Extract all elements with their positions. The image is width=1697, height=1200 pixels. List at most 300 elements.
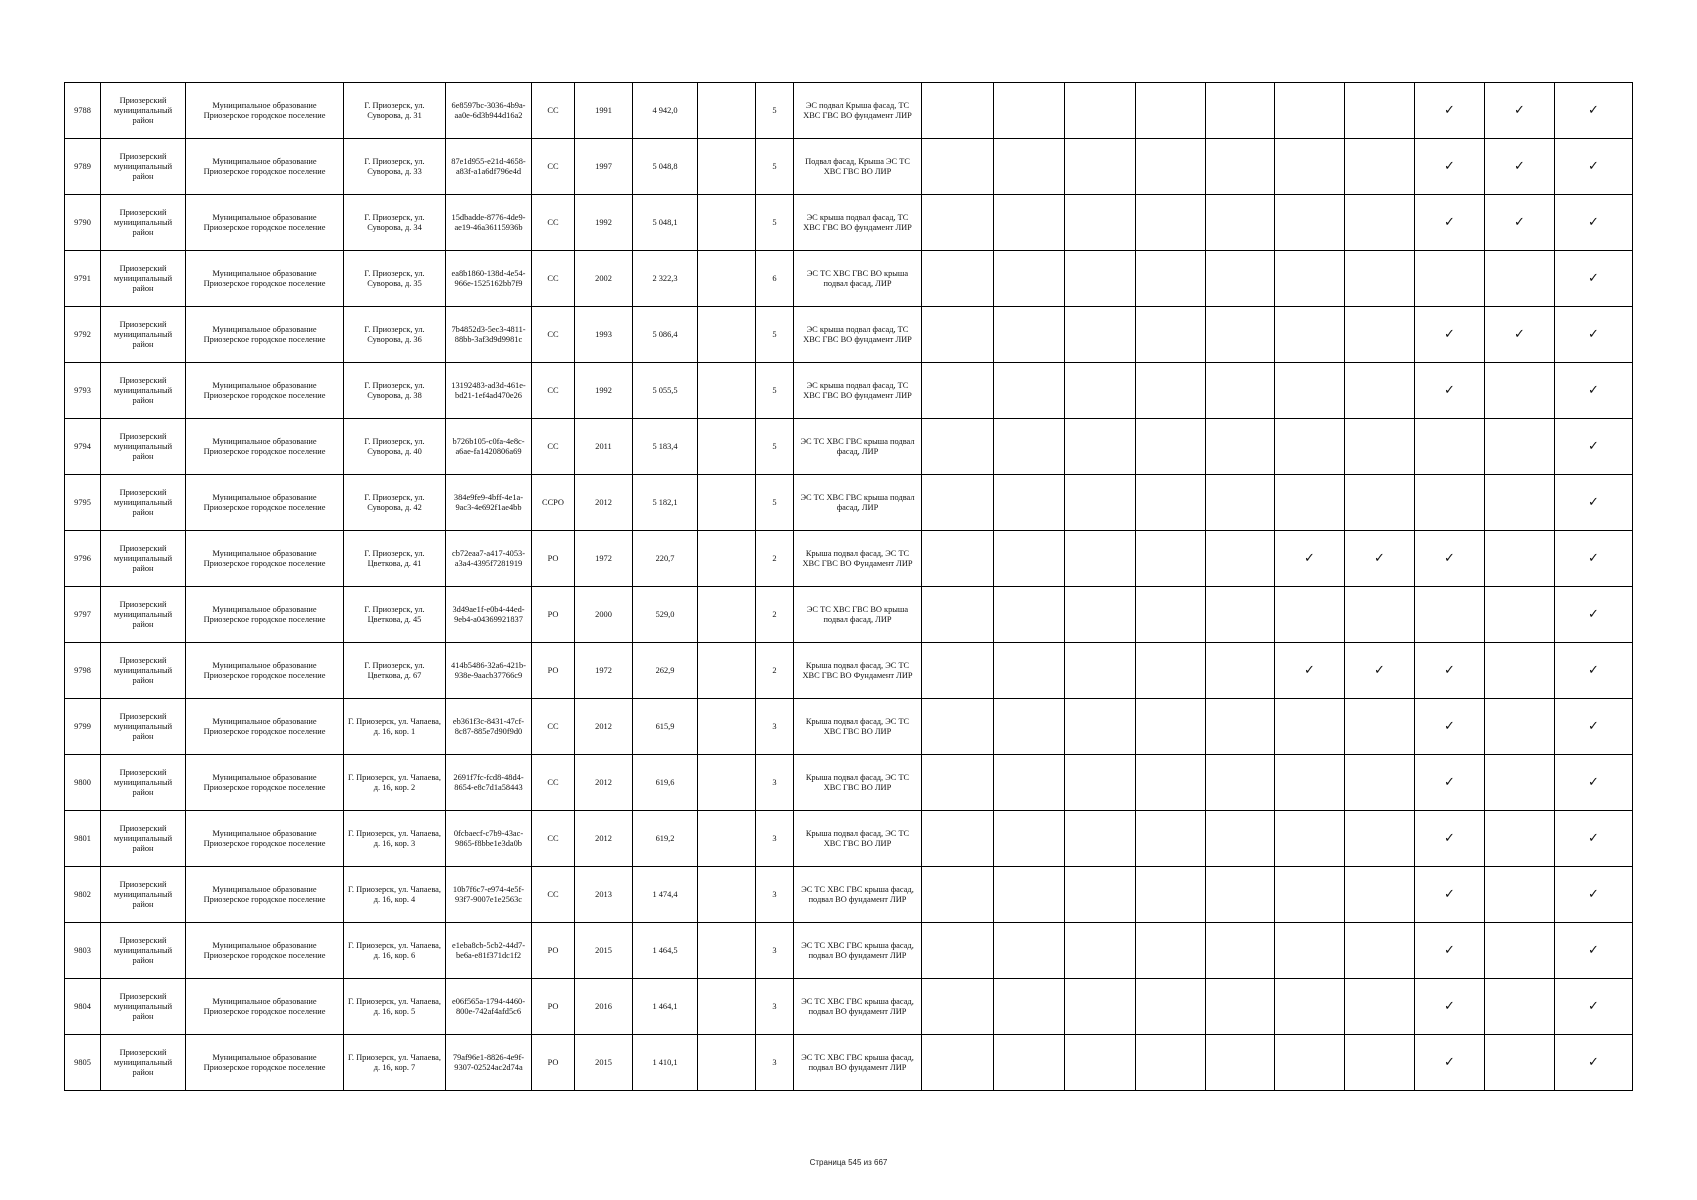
work-mark-cell [1065, 475, 1136, 531]
guid-cell: b726b105-c0fa-4e8c-a6ae-fa1420806a69 [446, 419, 532, 475]
work-mark-cell [1275, 643, 1345, 699]
wall-material-cell: СС [532, 699, 575, 755]
checkmark-icon: ✓ [1304, 662, 1315, 678]
work-mark-cell [1415, 251, 1485, 307]
work-mark-cell [922, 923, 994, 979]
checkmark-icon: ✓ [1444, 830, 1455, 846]
guid-cell: 7b4852d3-5ec3-4811-88bb-3af3d9d9981c [446, 307, 532, 363]
work-mark-cell [1136, 531, 1206, 587]
year-cell: 1997 [575, 139, 633, 195]
checkmark-icon: ✓ [1588, 270, 1599, 286]
municipality-cell: Муниципальное образование Приозерское городское поселение [186, 475, 344, 531]
work-mark-cell [994, 755, 1065, 811]
guid-cell: 414b5486-32a6-421b-938e-9aacb37766c9 [446, 643, 532, 699]
checkmark-icon: ✓ [1588, 1054, 1599, 1070]
address-cell: Г. Приозерск, ул. Чапаева, д. 16, кор. 6 [344, 923, 446, 979]
work-mark-cell [1485, 923, 1555, 979]
work-mark-cell [1206, 587, 1275, 643]
wall-material-cell: РО [532, 979, 575, 1035]
address-cell: Г. Приозерск, ул. Цветкова, д. 45 [344, 587, 446, 643]
address-cell: Г. Приозерск, ул. Суворова, д. 38 [344, 363, 446, 419]
work-mark-cell [1065, 867, 1136, 923]
checkmark-icon: ✓ [1588, 382, 1599, 398]
work-mark-cell [922, 475, 994, 531]
district-cell: Приозерский муниципальный район [101, 867, 186, 923]
checkmark-icon: ✓ [1588, 102, 1599, 118]
work-mark-cell [1206, 643, 1275, 699]
work-mark-cell [1065, 755, 1136, 811]
floors-cell: 5 [756, 363, 794, 419]
area-cell: 5 182,1 [633, 475, 698, 531]
work-mark-cell [1485, 307, 1555, 363]
floors-cell: 3 [756, 811, 794, 867]
empty-cell [698, 251, 756, 307]
page-number: Страница 545 из 667 [809, 1158, 888, 1167]
floors-cell: 3 [756, 755, 794, 811]
area-cell: 529,0 [633, 587, 698, 643]
table-row [65, 531, 1633, 587]
work-mark-cell [994, 475, 1065, 531]
work-mark-cell [1555, 811, 1633, 867]
wall-material-cell: РО [532, 923, 575, 979]
district-cell: Приозерский муниципальный район [101, 419, 186, 475]
checkmark-icon: ✓ [1588, 214, 1599, 230]
floors-cell: 5 [756, 139, 794, 195]
works-list-cell: ЭС подвал Крыша фасад, ТС ХВС ГВС ВО фундамент ЛИР [794, 83, 922, 139]
work-mark-cell [1485, 139, 1555, 195]
work-mark-cell [1206, 195, 1275, 251]
table-row [65, 419, 1633, 475]
checkmark-icon: ✓ [1588, 438, 1599, 454]
checkmark-icon: ✓ [1304, 550, 1315, 566]
work-mark-cell [1136, 923, 1206, 979]
floors-cell: 5 [756, 419, 794, 475]
district-cell: Приозерский муниципальный район [101, 643, 186, 699]
municipality-cell: Муниципальное образование Приозерское городское поселение [186, 195, 344, 251]
district-cell: Приозерский муниципальный район [101, 699, 186, 755]
work-mark-cell [1555, 307, 1633, 363]
empty-cell [698, 811, 756, 867]
work-mark-cell [922, 531, 994, 587]
municipality-cell: Муниципальное образование Приозерское городское поселение [186, 139, 344, 195]
work-mark-cell [1345, 1035, 1415, 1091]
work-mark-cell [1555, 531, 1633, 587]
year-cell: 1972 [575, 531, 633, 587]
checkmark-icon: ✓ [1444, 942, 1455, 958]
checkmark-icon: ✓ [1588, 662, 1599, 678]
checkmark-icon: ✓ [1374, 550, 1385, 566]
empty-cell [698, 699, 756, 755]
work-mark-cell [1345, 811, 1415, 867]
district-cell: Приозерский муниципальный район [101, 139, 186, 195]
work-mark-cell [1415, 699, 1485, 755]
work-mark-cell [1485, 195, 1555, 251]
work-mark-cell [1555, 251, 1633, 307]
checkmark-icon: ✓ [1444, 774, 1455, 790]
empty-cell [698, 139, 756, 195]
table-row [65, 699, 1633, 755]
work-mark-cell [1136, 195, 1206, 251]
work-mark-cell [922, 1035, 994, 1091]
district-cell: Приозерский муниципальный район [101, 195, 186, 251]
work-mark-cell [1415, 755, 1485, 811]
area-cell: 615,9 [633, 699, 698, 755]
empty-cell [698, 531, 756, 587]
works-list-cell: ЭС ТС ХВС ГВС крыша подвал фасад, ЛИР [794, 475, 922, 531]
work-mark-cell [1136, 1035, 1206, 1091]
work-mark-cell [1065, 923, 1136, 979]
year-cell: 2016 [575, 979, 633, 1035]
wall-material-cell: РО [532, 587, 575, 643]
municipality-cell: Муниципальное образование Приозерское городское поселение [186, 587, 344, 643]
wall-material-cell: СС [532, 251, 575, 307]
work-mark-cell [922, 643, 994, 699]
empty-cell [698, 587, 756, 643]
work-mark-cell [994, 307, 1065, 363]
guid-cell: 15dbadde-8776-4de9-ae19-46a36115936b [446, 195, 532, 251]
work-mark-cell [922, 195, 994, 251]
work-mark-cell [1415, 923, 1485, 979]
housing-register-table [64, 82, 1633, 1091]
year-cell: 2012 [575, 755, 633, 811]
work-mark-cell [1136, 251, 1206, 307]
district-cell: Приозерский муниципальный район [101, 755, 186, 811]
checkmark-icon: ✓ [1588, 606, 1599, 622]
work-mark-cell [994, 251, 1065, 307]
work-mark-cell [994, 195, 1065, 251]
work-mark-cell [1065, 587, 1136, 643]
work-mark-cell [922, 139, 994, 195]
table-row [65, 587, 1633, 643]
guid-cell: 79af96e1-8826-4e9f-9307-02524ac2d74a [446, 1035, 532, 1091]
floors-cell: 3 [756, 979, 794, 1035]
work-mark-cell [1415, 419, 1485, 475]
work-mark-cell [1485, 251, 1555, 307]
work-mark-cell [1065, 1035, 1136, 1091]
work-mark-cell [994, 979, 1065, 1035]
empty-cell [698, 867, 756, 923]
year-cell: 2012 [575, 475, 633, 531]
area-cell: 619,2 [633, 811, 698, 867]
empty-cell [698, 363, 756, 419]
empty-cell [698, 195, 756, 251]
work-mark-cell [994, 419, 1065, 475]
district-cell: Приозерский муниципальный район [101, 811, 186, 867]
work-mark-cell [1065, 643, 1136, 699]
area-cell: 4 942,0 [633, 83, 698, 139]
table-body [65, 83, 1633, 1091]
work-mark-cell [1555, 1035, 1633, 1091]
work-mark-cell [994, 83, 1065, 139]
year-cell: 2015 [575, 1035, 633, 1091]
floors-cell: 5 [756, 307, 794, 363]
works-list-cell: ЭС крыша подвал фасад, ТС ХВС ГВС ВО фундамент ЛИР [794, 195, 922, 251]
works-list-cell: Крыша подвал фасад, ЭС ТС ХВС ГВС ВО ЛИР [794, 755, 922, 811]
wall-material-cell: СС [532, 811, 575, 867]
work-mark-cell [1555, 587, 1633, 643]
work-mark-cell [1485, 643, 1555, 699]
row-number: 9800 [65, 755, 101, 811]
year-cell: 1992 [575, 363, 633, 419]
checkmark-icon: ✓ [1444, 662, 1455, 678]
work-mark-cell [1065, 363, 1136, 419]
work-mark-cell [922, 699, 994, 755]
work-mark-cell [1345, 755, 1415, 811]
work-mark-cell [1136, 979, 1206, 1035]
work-mark-cell [1136, 643, 1206, 699]
year-cell: 2012 [575, 699, 633, 755]
checkmark-icon: ✓ [1444, 102, 1455, 118]
work-mark-cell [1415, 83, 1485, 139]
work-mark-cell [1415, 1035, 1485, 1091]
row-number: 9797 [65, 587, 101, 643]
empty-cell [698, 475, 756, 531]
work-mark-cell [994, 867, 1065, 923]
work-mark-cell [1275, 1035, 1345, 1091]
work-mark-cell [922, 867, 994, 923]
work-mark-cell [1206, 307, 1275, 363]
work-mark-cell [1275, 531, 1345, 587]
work-mark-cell [1345, 531, 1415, 587]
work-mark-cell [1485, 755, 1555, 811]
table-row [65, 139, 1633, 195]
work-mark-cell [1555, 979, 1633, 1035]
year-cell: 2002 [575, 251, 633, 307]
work-mark-cell [1345, 307, 1415, 363]
work-mark-cell [1275, 83, 1345, 139]
address-cell: Г. Приозерск, ул. Суворова, д. 35 [344, 251, 446, 307]
floors-cell: 5 [756, 83, 794, 139]
checkmark-icon: ✓ [1588, 998, 1599, 1014]
municipality-cell: Муниципальное образование Приозерское городское поселение [186, 755, 344, 811]
empty-cell [698, 755, 756, 811]
year-cell: 2015 [575, 923, 633, 979]
work-mark-cell [1206, 811, 1275, 867]
floors-cell: 3 [756, 1035, 794, 1091]
works-list-cell: ЭС крыша подвал фасад, ТС ХВС ГВС ВО фундамент ЛИР [794, 363, 922, 419]
work-mark-cell [1555, 475, 1633, 531]
work-mark-cell [1415, 867, 1485, 923]
guid-cell: 6e8597bc-3036-4b9a-aa0e-6d3b944d16a2 [446, 83, 532, 139]
work-mark-cell [1555, 923, 1633, 979]
address-cell: Г. Приозерск, ул. Суворова, д. 36 [344, 307, 446, 363]
work-mark-cell [1136, 699, 1206, 755]
table-row [65, 307, 1633, 363]
work-mark-cell [1206, 419, 1275, 475]
area-cell: 5 086,4 [633, 307, 698, 363]
work-mark-cell [1065, 139, 1136, 195]
table-row [65, 643, 1633, 699]
area-cell: 1 464,5 [633, 923, 698, 979]
work-mark-cell [1136, 475, 1206, 531]
municipality-cell: Муниципальное образование Приозерское городское поселение [186, 699, 344, 755]
work-mark-cell [1275, 811, 1345, 867]
work-mark-cell [1555, 83, 1633, 139]
year-cell: 1993 [575, 307, 633, 363]
work-mark-cell [1065, 195, 1136, 251]
empty-cell [698, 83, 756, 139]
work-mark-cell [1345, 643, 1415, 699]
row-number: 9805 [65, 1035, 101, 1091]
year-cell: 1972 [575, 643, 633, 699]
checkmark-icon: ✓ [1444, 326, 1455, 342]
row-number: 9794 [65, 419, 101, 475]
municipality-cell: Муниципальное образование Приозерское городское поселение [186, 979, 344, 1035]
area-cell: 262,9 [633, 643, 698, 699]
work-mark-cell [1345, 139, 1415, 195]
work-mark-cell [1275, 419, 1345, 475]
table-row [65, 475, 1633, 531]
work-mark-cell [1275, 923, 1345, 979]
empty-cell [698, 923, 756, 979]
work-mark-cell [1555, 755, 1633, 811]
work-mark-cell [1415, 363, 1485, 419]
work-mark-cell [922, 419, 994, 475]
row-number: 9801 [65, 811, 101, 867]
checkmark-icon: ✓ [1588, 886, 1599, 902]
area-cell: 5 048,1 [633, 195, 698, 251]
municipality-cell: Муниципальное образование Приозерское городское поселение [186, 419, 344, 475]
work-mark-cell [1136, 755, 1206, 811]
work-mark-cell [1206, 867, 1275, 923]
work-mark-cell [1415, 139, 1485, 195]
work-mark-cell [1485, 587, 1555, 643]
work-mark-cell [1206, 699, 1275, 755]
work-mark-cell [1206, 139, 1275, 195]
work-mark-cell [1136, 419, 1206, 475]
checkmark-icon: ✓ [1444, 550, 1455, 566]
table-row [65, 195, 1633, 251]
wall-material-cell: ССРО [532, 475, 575, 531]
checkmark-icon: ✓ [1588, 326, 1599, 342]
work-mark-cell [1065, 811, 1136, 867]
area-cell: 5 183,4 [633, 419, 698, 475]
district-cell: Приозерский муниципальный район [101, 83, 186, 139]
work-mark-cell [1206, 475, 1275, 531]
work-mark-cell [922, 979, 994, 1035]
work-mark-cell [1275, 363, 1345, 419]
work-mark-cell [1275, 587, 1345, 643]
table-row [65, 755, 1633, 811]
row-number: 9798 [65, 643, 101, 699]
guid-cell: 0fcbaecf-c7b9-43ac-9865-f8bbe1e3da0b [446, 811, 532, 867]
guid-cell: e1eba8cb-5cb2-44d7-be6a-e81f371dc1f2 [446, 923, 532, 979]
work-mark-cell [922, 587, 994, 643]
work-mark-cell [1485, 811, 1555, 867]
checkmark-icon: ✓ [1444, 382, 1455, 398]
checkmark-icon: ✓ [1444, 214, 1455, 230]
floors-cell: 3 [756, 699, 794, 755]
district-cell: Приозерский муниципальный район [101, 475, 186, 531]
wall-material-cell: РО [532, 1035, 575, 1091]
checkmark-icon: ✓ [1444, 718, 1455, 734]
district-cell: Приозерский муниципальный район [101, 307, 186, 363]
address-cell: Г. Приозерск, ул. Чапаева, д. 16, кор. 2 [344, 755, 446, 811]
year-cell: 2013 [575, 867, 633, 923]
row-number: 9788 [65, 83, 101, 139]
work-mark-cell [1345, 251, 1415, 307]
work-mark-cell [1065, 83, 1136, 139]
work-mark-cell [1206, 251, 1275, 307]
guid-cell: 2691f7fc-fcd8-48d4-8654-e8c7d1a58443 [446, 755, 532, 811]
wall-material-cell: СС [532, 195, 575, 251]
works-list-cell: ЭС ТС ХВС ГВС крыша фасад, подвал ВО фундамент ЛИР [794, 923, 922, 979]
work-mark-cell [1415, 195, 1485, 251]
address-cell: Г. Приозерск, ул. Суворова, д. 40 [344, 419, 446, 475]
work-mark-cell [1275, 251, 1345, 307]
work-mark-cell [1136, 83, 1206, 139]
work-mark-cell [994, 811, 1065, 867]
table-row [65, 1035, 1633, 1091]
wall-material-cell: РО [532, 643, 575, 699]
works-list-cell: Крыша подвал фасад, ЭС ТС ХВС ГВС ВО Фундамент ЛИР [794, 643, 922, 699]
checkmark-icon: ✓ [1374, 662, 1385, 678]
work-mark-cell [1345, 979, 1415, 1035]
work-mark-cell [1415, 979, 1485, 1035]
work-mark-cell [922, 363, 994, 419]
works-list-cell: ЭС ТС ХВС ГВС крыша фасад, подвал ВО фундамент ЛИР [794, 1035, 922, 1091]
work-mark-cell [1065, 419, 1136, 475]
area-cell: 5 048,8 [633, 139, 698, 195]
area-cell: 1 474,4 [633, 867, 698, 923]
guid-cell: cb72eaa7-a417-4053-a3a4-4395f7281919 [446, 531, 532, 587]
checkmark-icon: ✓ [1588, 830, 1599, 846]
checkmark-icon: ✓ [1588, 158, 1599, 174]
work-mark-cell [1275, 755, 1345, 811]
checkmark-icon: ✓ [1514, 326, 1525, 342]
work-mark-cell [994, 139, 1065, 195]
municipality-cell: Муниципальное образование Приозерское городское поселение [186, 923, 344, 979]
work-mark-cell [1345, 195, 1415, 251]
work-mark-cell [1345, 83, 1415, 139]
checkmark-icon: ✓ [1444, 1054, 1455, 1070]
work-mark-cell [1485, 363, 1555, 419]
work-mark-cell [1136, 307, 1206, 363]
floors-cell: 3 [756, 867, 794, 923]
work-mark-cell [994, 1035, 1065, 1091]
work-mark-cell [1485, 475, 1555, 531]
floors-cell: 2 [756, 587, 794, 643]
work-mark-cell [1555, 195, 1633, 251]
address-cell: Г. Приозерск, ул. Суворова, д. 34 [344, 195, 446, 251]
work-mark-cell [994, 643, 1065, 699]
row-number: 9795 [65, 475, 101, 531]
floors-cell: 6 [756, 251, 794, 307]
municipality-cell: Муниципальное образование Приозерское городское поселение [186, 363, 344, 419]
work-mark-cell [1275, 195, 1345, 251]
district-cell: Приозерский муниципальный район [101, 923, 186, 979]
row-number: 9799 [65, 699, 101, 755]
work-mark-cell [1065, 699, 1136, 755]
work-mark-cell [1136, 363, 1206, 419]
municipality-cell: Муниципальное образование Приозерское городское поселение [186, 1035, 344, 1091]
work-mark-cell [1065, 531, 1136, 587]
area-cell: 1 464,1 [633, 979, 698, 1035]
wall-material-cell: СС [532, 139, 575, 195]
row-number: 9790 [65, 195, 101, 251]
work-mark-cell [1555, 643, 1633, 699]
guid-cell: 10b7f6c7-e974-4e5f-93f7-9007e1e2563c [446, 867, 532, 923]
checkmark-icon: ✓ [1588, 942, 1599, 958]
floors-cell: 3 [756, 923, 794, 979]
checkmark-icon: ✓ [1588, 774, 1599, 790]
address-cell: Г. Приозерск, ул. Суворова, д. 33 [344, 139, 446, 195]
checkmark-icon: ✓ [1444, 158, 1455, 174]
table-row [65, 867, 1633, 923]
works-list-cell: ЭС ТС ХВС ГВС крыша фасад, подвал ВО фундамент ЛИР [794, 979, 922, 1035]
row-number: 9796 [65, 531, 101, 587]
row-number: 9791 [65, 251, 101, 307]
